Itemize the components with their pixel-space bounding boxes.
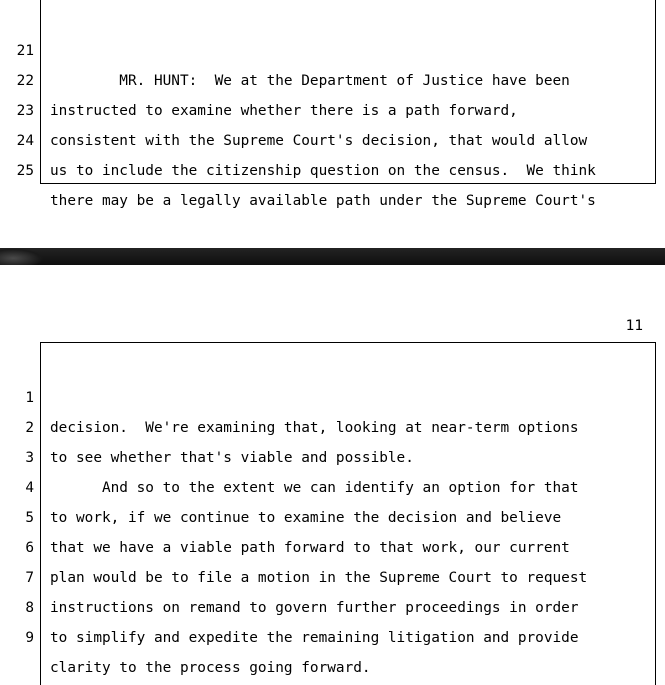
line-number: 9	[25, 630, 34, 646]
divider-swoosh-icon	[0, 248, 44, 265]
line-number: 2	[25, 420, 34, 436]
line-text: decision. We're examining that, looking at near-term options	[50, 420, 579, 436]
transcript-line	[0, 353, 665, 436]
line-text: to simplify and expedite the remaining litigation and provide	[50, 630, 579, 646]
line-text: that we have a viable path forward to that work, our current	[50, 540, 570, 556]
line-text: And so to the extent we can identify an option for that	[50, 480, 579, 496]
line-number: 24	[16, 133, 34, 149]
line-text: plan would be to file a motion in the Supreme Court to request	[50, 570, 588, 586]
line-number: 4	[25, 480, 34, 496]
line-number: 8	[25, 600, 34, 616]
line-number: 21	[16, 43, 34, 59]
line-number: 3	[25, 450, 34, 466]
line-number: 25	[16, 163, 34, 179]
line-text: consistent with the Supreme Court's decision, that would allow	[50, 133, 588, 149]
line-number: 23	[16, 103, 34, 119]
line-text: instructed to examine whether there is a path forward,	[50, 103, 518, 119]
line-text: there may be a legally available path under the Supreme Court's	[50, 193, 596, 209]
line-text: to work, if we continue to examine the decision and believe	[50, 510, 562, 526]
line-number: 7	[25, 570, 34, 586]
line-number: 22	[16, 73, 34, 89]
line-text: to see whether that's viable and possible.	[50, 450, 414, 466]
line-number: 6	[25, 540, 34, 556]
line-text: us to include the citizenship question on the census. We think	[50, 163, 596, 179]
line-text: MR. HUNT: We at the Department of Justice have been	[50, 73, 570, 89]
line-number: 1	[25, 390, 34, 406]
line-text: clarity to the process going forward.	[50, 660, 371, 676]
line-text: instructions on remand to govern further proceedings in order	[50, 600, 579, 616]
line-number: 5	[25, 510, 34, 526]
page-number: 11	[625, 318, 643, 334]
page-break-divider	[0, 248, 665, 265]
